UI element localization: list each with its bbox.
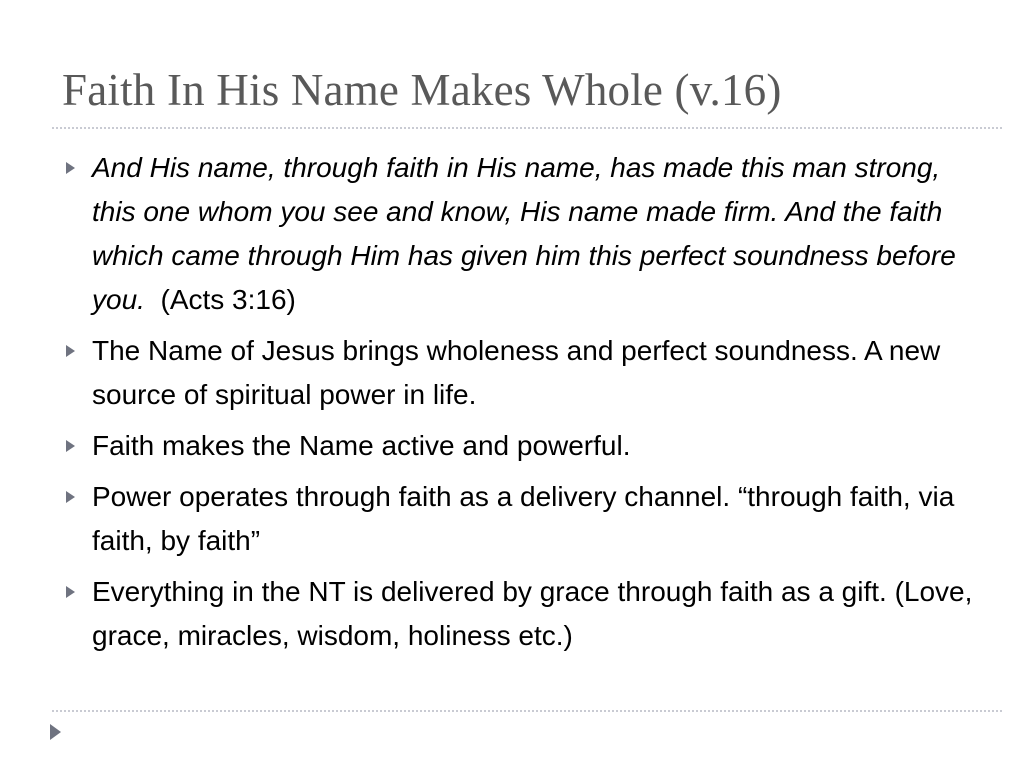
title-divider bbox=[52, 127, 1002, 129]
bullet-item bbox=[60, 570, 980, 658]
triangle-bullet-icon bbox=[66, 440, 75, 452]
triangle-bullet-icon bbox=[66, 586, 75, 598]
bullet-text: Everything in the NT is delivered by grace through faith as a gift. (Love, grace, miracles, wisdom, holiness etc.) bbox=[92, 576, 973, 651]
triangle-bullet-icon bbox=[66, 491, 75, 503]
bullet-item-verse bbox=[60, 146, 980, 322]
bullet-list bbox=[60, 146, 980, 665]
next-slide-arrow-icon[interactable] bbox=[50, 724, 61, 740]
bullet-item bbox=[60, 475, 980, 563]
footer-divider bbox=[52, 710, 1002, 712]
triangle-bullet-icon bbox=[66, 162, 75, 174]
verse-text: And His name, through faith in His name, has made this man strong, this one whom you see and know, His name made firm. And the faith which came through Him has given him this perfect soundness before you. bbox=[92, 152, 956, 315]
bullet-item bbox=[60, 329, 980, 417]
slide-title: Faith In His Name Makes Whole (v.16) bbox=[62, 65, 782, 115]
verse-reference: (Acts 3:16) bbox=[160, 284, 296, 315]
bullet-text: The Name of Jesus brings wholeness and perfect soundness. A new source of spiritual power in life. bbox=[92, 335, 941, 410]
bullet-text: Faith makes the Name active and powerful. bbox=[92, 430, 631, 461]
bullet-item bbox=[60, 424, 980, 468]
bullet-text: Power operates through faith as a delivery channel. “through faith, via faith, by faith” bbox=[92, 481, 955, 556]
triangle-bullet-icon bbox=[66, 345, 75, 357]
